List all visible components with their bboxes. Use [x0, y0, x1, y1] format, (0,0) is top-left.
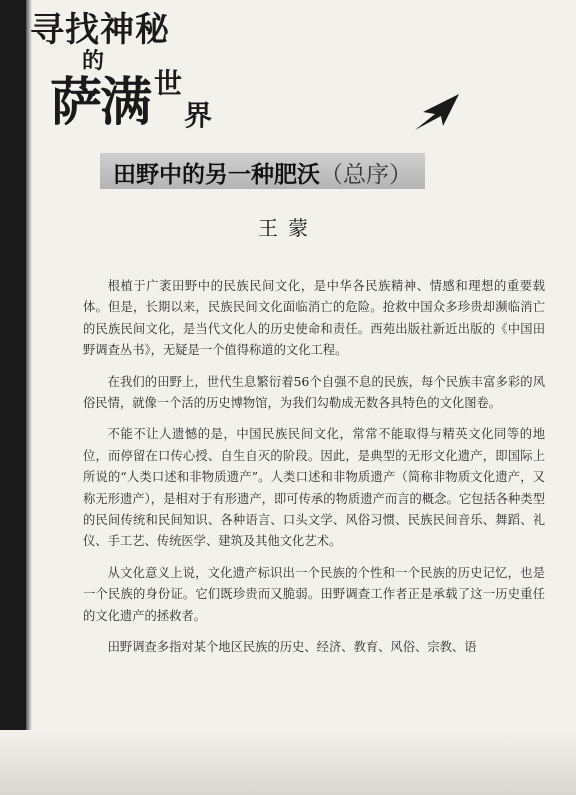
paragraph: 田野调查多指对某个地区民族的历史、经济、教育、风俗、宗教、语	[107, 640, 477, 655]
paragraph: 在我们的田野上，世代生息繁衍着56个自强不息的民族，每个民族丰富多彩的风俗民情，就像一个活的历史博物馆，为我们勾勒成无数各具特色的文化图卷。	[83, 374, 545, 411]
article-title	[100, 156, 425, 189]
article-title-suffix: （总序）	[320, 162, 412, 188]
paragraph: 从文化意义上说，文化遗产标识出一个民族的个性和一个民族的历史记忆，也是一个民族的身份证。它们既珍贵而又脆弱。田野调查工作者正是承载了这一历史重任的文化遗产的拯救者。	[83, 565, 545, 623]
article-author: 王蒙	[258, 216, 318, 240]
series-title-logo	[30, 0, 250, 150]
paragraph: 不能不让人遗憾的是，中国民族民间文化，常常不能取得与精英文化同等的地位，而停留在口传心授、自生自灭的阶段。因此，是典型的无形文化遗产，即国际上所说的“人类口述和非物质遗产”。人类口述和非物质遗产（简称非物质文化遗产，又称无形遗产），是相对于有形遗产，即可传承的物质遗产而言的概念。它包括各种类型的民间传统和民间知识、各种语言、口头文学、风俗习惯、民族民间音乐、舞蹈、礼仪、手工艺、传统医学、建筑及其他文化艺术。	[83, 427, 545, 549]
arrow-icon	[413, 92, 463, 132]
series-title-shi: 世	[154, 67, 183, 100]
paragraph: 根植于广袤田野中的民族民间文化，是中华各民族精神、情感和理想的重要载体。但是，长期以来，民族民间文化面临消亡的危险。抢救中国众多珍贵却濒临消亡的民族民间文化，是当代文化人的历史使命和责任。西苑出版社新近出版的《中国田野调查丛书》，无疑是一个值得称道的文化工程。	[83, 279, 545, 358]
series-title-line3: 萨满	[50, 73, 151, 133]
series-title-line1: 寻找神秘	[30, 10, 170, 50]
series-title-jie: 界	[184, 99, 213, 132]
series-title-line2: 的	[82, 49, 105, 74]
page-bottom-shadow	[0, 730, 576, 795]
article-title-main: 田野中的另一种肥沃	[113, 162, 320, 188]
book-spine-shadow	[0, 0, 26, 795]
article-body	[83, 276, 545, 669]
